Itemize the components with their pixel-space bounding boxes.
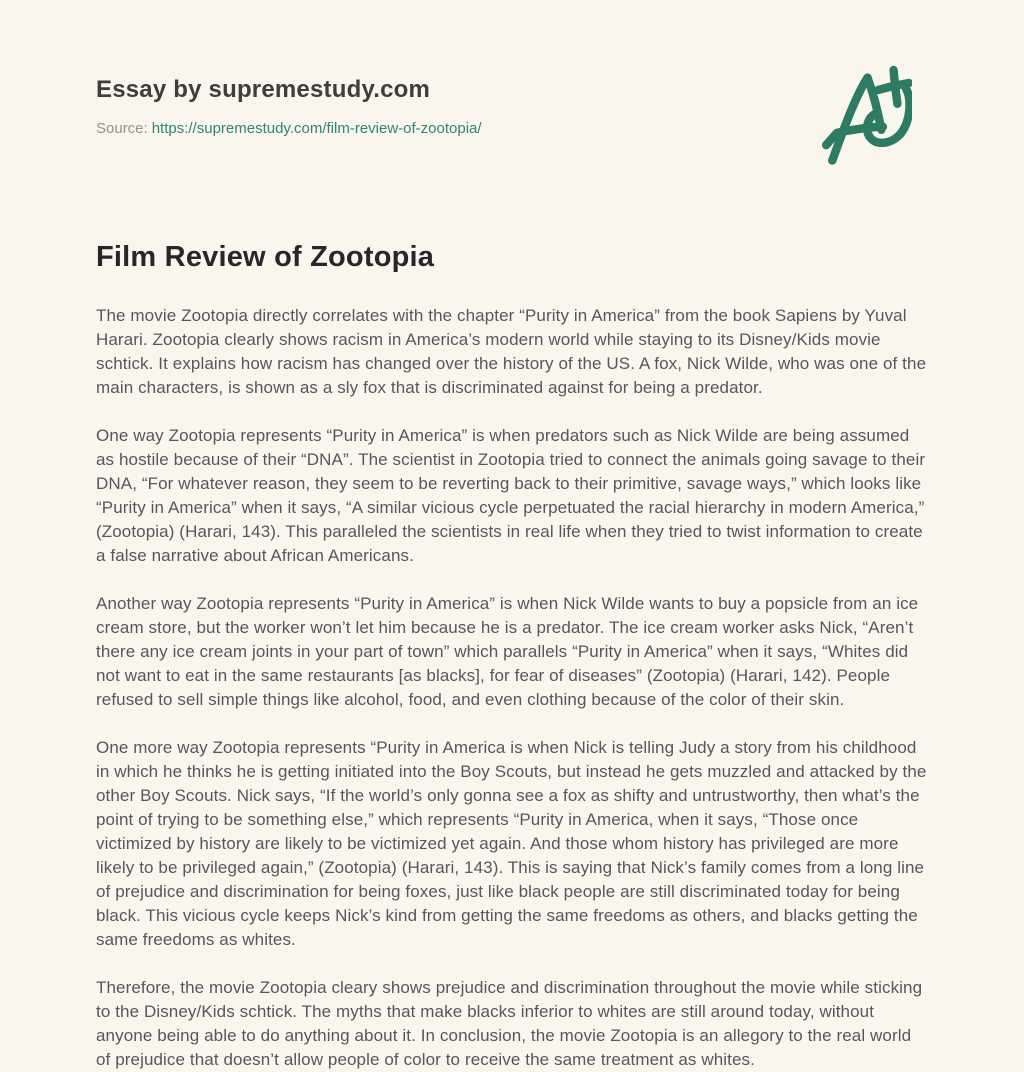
- essay-body: [96, 304, 930, 1072]
- a-plus-logo-icon: [820, 64, 912, 168]
- essay-title: Film Review of Zootopia: [96, 241, 435, 273]
- essay-paragraph: One way Zootopia represents “Purity in America” is when predators such as Nick Wilde are being assumed as hostile because of their “DNA”. The scientist in Zootopia tried to connect the animals going savage to their DNA, “For whatever reason, they seem to be reverting back to their primitive, savage ways,” which looks like “Purity in America” when it says, “A similar vicious cycle perpetuated the racial hierarchy in modern America,” (Zootopia) (Harari, 143). This paralleled the scientists in real life when they tried to twist information to create a false narrative about African Americans.: [96, 426, 926, 565]
- essay-paragraph: Therefore, the movie Zootopia cleary shows prejudice and discrimination throughout the movie while sticking to the Disney/Kids schtick. The myths that make blacks inferior to whites are still around today, without anyone being able to do anything about it. In conclusion, the movie Zootopia is an allegory to the real world of prejudice that doesn’t allow people of color to receive the same treatment as whites.: [96, 978, 923, 1069]
- source-label: Source:: [96, 120, 148, 137]
- source-line: [96, 120, 930, 137]
- essay-paragraph: One more way Zootopia represents “Purity in America is when Nick is telling Judy a story from his childhood in which he thinks he is getting initiated into the Boy Scouts, but instead he gets muzzled and attacked by the other Boy Scouts. Nick says, “If the world’s only gonna see a fox as shifty and untrustworthy, then what’s the point of trying to be something else,” which represents “Purity in America, when it says, “Those once victimized by history are likely to be victimized yet again. And those whom history has privileged are more likely to be privileged again,” (Zootopia) (Harari, 143). This is saying that Nick’s family comes from a long line of prejudice and discrimination for being foxes, just like black people are still discriminated today for being black. This vicious cycle keeps Nick’s kind from getting the same freedoms as others, and blacks getting the same freedoms as whites.: [96, 738, 927, 949]
- page-header-title: Essay by supremestudy.com: [96, 76, 431, 103]
- source-url-link[interactable]: https://supremestudy.com/film-review-of-zootopia/: [151, 120, 482, 137]
- essay-paragraph: Another way Zootopia represents “Purity in America” is when Nick Wilde wants to buy a popsicle from an ice cream store, but the worker won’t let him because he is a predator. The ice cream worker asks Nick, “Aren’t there any ice cream joints in your part of town” which parallels “Purity in America” when it says, “Whites did not want to eat in the same restaurants [as blacks], for fear of diseases” (Zootopia) (Harari, 142). People refused to sell simple things like alcohol, food, and even clothing because of the color of their skin.: [96, 594, 919, 709]
- essay-paragraph: The movie Zootopia directly correlates with the chapter “Purity in America” from the book Sapiens by Yuval Harari. Zootopia clearly shows racism in America’s modern world while staying to its Disney/Kids movie schtick. It explains how racism has changed over the history of the US. A fox, Nick Wilde, who was one of the main characters, is shown as a sly fox that is discriminated against for being a predator.: [96, 306, 927, 397]
